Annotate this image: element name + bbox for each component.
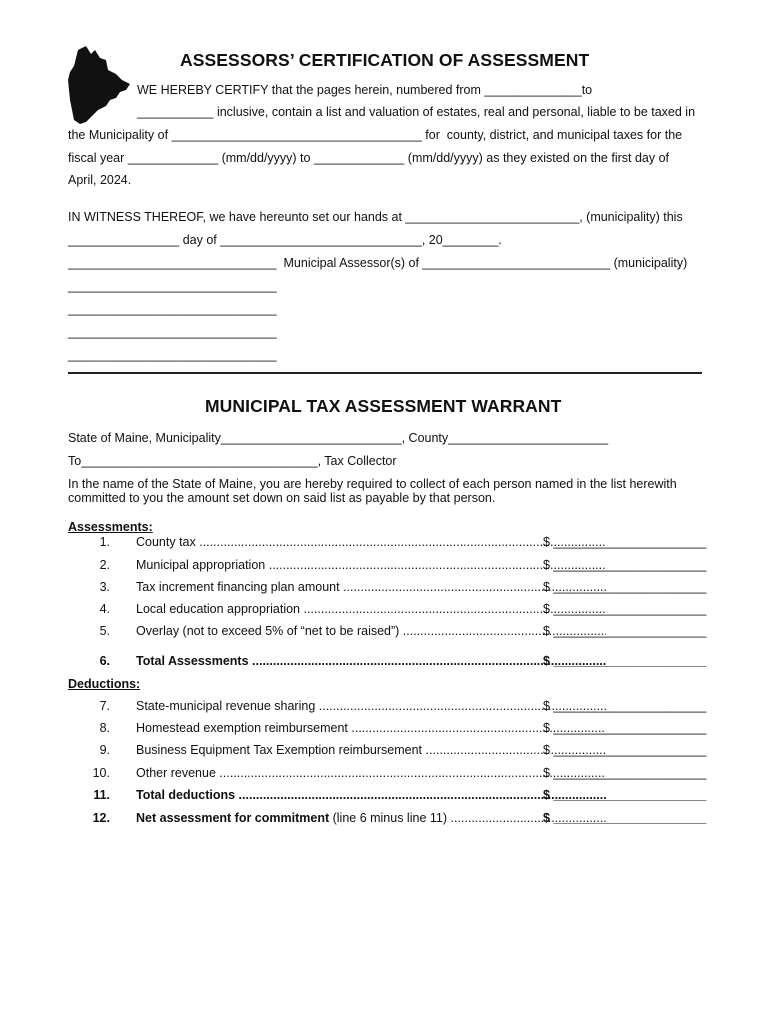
line-label: State-municipal revenue sharing .....	[136, 698, 606, 714]
amount-blank: $ ______________________	[543, 788, 707, 802]
witness-line-2: ________________ day of _____________________________, 20________.	[68, 233, 502, 247]
signature-line-4: ______________________________	[68, 325, 277, 339]
instruction-line-2: committed to you the amount set down on said list as payable by that person.	[68, 491, 496, 505]
certify-line-1: WE HEREBY CERTIFY that the pages herein, numbered from ______________to	[137, 83, 593, 97]
line-number: 5.	[99, 624, 110, 638]
certification-title: ASSESSORS’ CERTIFICATION OF ASSESSMENT	[180, 50, 590, 70]
amount-blank: $ ______________________	[543, 766, 707, 780]
line-label: Overlay (not to exceed 5% of “net to be raised”) .....	[136, 623, 606, 639]
deduction-row-8	[68, 720, 707, 736]
assessment-row-1	[68, 534, 707, 550]
signature-line-5: ______________________________	[68, 348, 277, 362]
line-number: 2.	[99, 558, 110, 572]
signature-line-1: ______________________________ Municipal Assessor(s) of ___________________________ (municipality)	[68, 256, 688, 270]
maine-state-silhouette-icon	[64, 44, 132, 124]
assessment-row-6-total	[68, 653, 707, 669]
line-number: 8.	[99, 721, 110, 735]
amount-blank: $ ______________________	[543, 624, 707, 638]
amount-blank: $ ______________________	[543, 699, 707, 713]
line-number: 4.	[99, 602, 110, 616]
amount-blank: $ ______________________	[543, 721, 707, 735]
certify-line-5: April, 2024.	[68, 173, 132, 187]
line-label: Tax increment financing plan amount .....	[136, 579, 606, 595]
state-municipality-line: State of Maine, Municipality__________________________, County_______________________	[68, 431, 609, 445]
certify-line-2: ___________ inclusive, contain a list and valuation of estates, real and personal, liable to be taxed in	[137, 105, 696, 119]
deduction-row-11-total	[68, 787, 707, 803]
line-number: 12.	[92, 811, 110, 825]
line-label: Total deductions .....	[136, 787, 606, 803]
warrant-title: MUNICIPAL TAX ASSESSMENT WARRANT	[205, 396, 562, 416]
line-label: Total Assessments .....	[136, 653, 606, 669]
signature-line-3: ______________________________	[68, 302, 277, 316]
deduction-row-12-net	[68, 810, 707, 826]
tax-collector-line: To__________________________________, Tax Collector	[68, 454, 397, 468]
amount-blank: $ ______________________	[543, 811, 707, 825]
deduction-row-9	[68, 742, 707, 758]
amount-blank: $ ______________________	[543, 558, 707, 572]
amount-blank: $ ______________________	[543, 602, 707, 616]
line-number: 1.	[99, 535, 110, 549]
line-number: 11.	[93, 788, 110, 802]
certify-line-3: the Municipality of ____________________________________ for county, district, and municipal taxes for the	[68, 128, 683, 142]
line-label: Other revenue .....	[136, 765, 606, 781]
line-label: Business Equipment Tax Exemption reimbursement .....	[136, 742, 606, 758]
line-label: Net assessment for commitment	[136, 811, 330, 825]
line-label: Local education appropriation .....	[136, 601, 606, 617]
amount-blank: $ ______________________	[543, 580, 707, 594]
certify-line-4: fiscal year _____________ (mm/dd/yyyy) to _____________ (mm/dd/yyyy) as they existed on the first day of	[68, 151, 670, 165]
amount-blank: $ ______________________	[543, 743, 707, 757]
deductions-heading: Deductions:	[68, 677, 141, 691]
amount-blank: $ ______________________	[543, 654, 707, 668]
line-number: 3.	[99, 580, 110, 594]
amount-blank: $ ______________________	[543, 535, 707, 549]
signature-line-2: ______________________________	[68, 279, 277, 293]
line-label-suffix: (line 6 minus line 11)	[329, 811, 448, 825]
deduction-row-10	[68, 765, 707, 781]
instruction-line-1: In the name of the State of Maine, you are hereby required to collect of each person named in the list herewith	[68, 477, 677, 491]
assessments-heading: Assessments:	[68, 520, 153, 534]
assessment-row-2	[68, 557, 707, 573]
witness-line-1: IN WITNESS THEREOF, we have hereunto set our hands at _________________________, (municipality) this	[68, 210, 683, 224]
line-number: 6.	[99, 654, 110, 668]
assessment-row-5	[68, 623, 707, 639]
line-label: Homestead exemption reimbursement .....	[136, 720, 606, 736]
deduction-row-7	[68, 698, 707, 714]
line-number: 10.	[92, 766, 110, 780]
assessment-row-4	[68, 601, 707, 617]
line-number: 9.	[99, 743, 110, 757]
section-divider	[68, 372, 702, 374]
line-label: Municipal appropriation .....	[136, 557, 606, 573]
line-number: 7.	[99, 699, 110, 713]
line-label: County tax .....	[136, 534, 606, 550]
assessment-row-3	[68, 579, 707, 595]
